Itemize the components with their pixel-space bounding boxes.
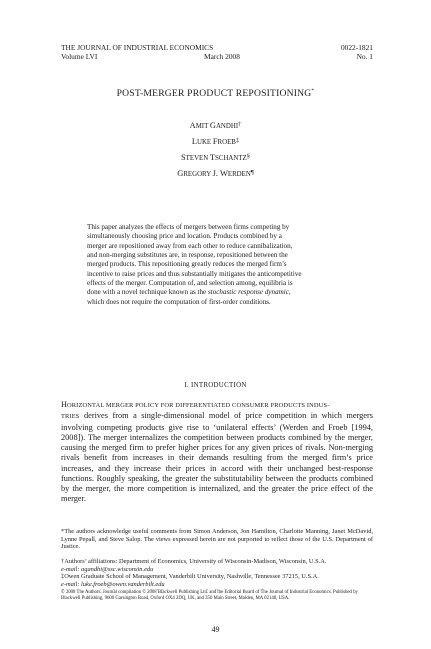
abstract-line: and non-merging substitutes are, in response, repositioned between the — [87, 251, 288, 260]
paper-title-text: POST-MERGER PRODUCT REPOSITIONING — [116, 88, 312, 100]
intro-lead-smallcaps: ORIZONTAL MERGER POLICY FOR DIFFERENTIATED CONSUMER PRODUCTS INDUS- — [67, 402, 330, 409]
copyright-notice: © 2008 The Authors. Journal compilation © 2008 Blackwell Publishing Ltd. and the Editorial Board of The Journal of Industrial Economics. Published by Blackwell Publishing, 9600 Garsington Road, Oxford OX4 2DQ, UK, and 350 Main Street, Malden, MA 02148, USA. — [61, 590, 358, 601]
journal-number: No. 1 — [356, 52, 373, 61]
intro-first-letter: H — [61, 400, 67, 409]
author-gandhi: AMIT GANDHI† — [189, 121, 242, 130]
journal-date: March 2008 — [204, 52, 240, 61]
abstract-line: effects of the merger. Computation of, and selection among, equilibria is — [87, 279, 293, 288]
abstract-line: incentive to raise prices and thus substantially mitigates the anticompetitive — [87, 269, 302, 278]
author-tschantz: STEVEN TSCHANTZ§ — [181, 153, 250, 162]
footnote-acknowledgment: *The authors acknowledge useful comments from Simon Anderson, Jon Hamilton, Charlotte Manning, Janet McDavid, Lynne Pepall, and Steve Salop. The views expressed herein are not purported to reflect those of the U.S. Department of Justice. — [61, 528, 373, 551]
page-number: 49 — [211, 625, 220, 634]
journal-issn: 0022-1821 — [340, 43, 373, 52]
abstract-emphasis: stochastic response dynamic — [207, 288, 289, 297]
abstract-line: done with a novel technique known as the stochastic response dynamic, — [87, 288, 291, 297]
intro-text: derives from a single-dimensional model of price competition in which mergers involving competing products give rise to ‘unilateral effects’ (Werden and Froeb [1994, 2008]). The merger internalizes the competition between products combined by the merger, causing the merged firm to prefer higher prices for any given prices of rivals. Non-merging rivals benefit from increases in their demands resulting from the merged firm’s price increases, and they increase their prices in accord with their unchanged best-response functions. Roughly speaking, the greater the substitutability between the products combined by the merger, the more competition is internalized, and the greater the price effect of the merger. — [61, 411, 373, 504]
footnote-affiliations: †Authors’ affiliations: Department of Economics, University of Wisconsin-Madison, Wisconsin, U.S.A. e-mail: agandhi@ssc.wisconsin.edu ‡Owen Graduate School of Management, Vanderbilt University, Nashville, Tennessee 37215, U.S.A. e-mail: luke.froeb@owen.vanderbilt.edu — [61, 558, 327, 589]
author-froeb: LUKE FROEB‡ — [191, 137, 240, 146]
abstract-line: merged products. This repositioning greatly reduces the merged firm’s — [87, 260, 287, 269]
introduction-paragraph: HORIZONTAL MERGER POLICY FOR DIFFERENTIATED CONSUMER PRODUCTS INDUS- TRIES derives from a single-dimensional model of price competition in which mergers involving competing products give rise to ‘unilateral effects’ (Werden and Froeb [1994, 2008]). The merger internalizes the competition between products combined by the merger, causing the merged firm to prefer higher prices for any given prices of rivals. Non-merging rivals benefit from increases in their demands resulting from the merged firm’s price increases, and they increase their prices in accord with their unchanged best-response functions. Roughly speaking, the greater the substitutability between the products combined by the merger, the more competition is internalized, and the greater the price effect of the merger. — [61, 400, 373, 504]
author-werden: GREGORY J. WERDEN¶ — [177, 169, 254, 178]
abstract-line: merger are repositioned away from each other to reduce cannibalization, — [87, 241, 293, 250]
abstract-line: simultaneously choosing price and location. Products combined by a — [87, 232, 282, 241]
title-footnote-mark: * — [311, 88, 315, 94]
journal-volume: Volume LVI — [61, 52, 98, 61]
journal-name: THE JOURNAL OF INDUSTRIAL ECONOMICS — [61, 43, 214, 52]
abstract-line: This paper analyzes the effects of mergers between firms competing by — [87, 223, 290, 231]
paper-title — [0, 88, 431, 99]
abstract-line: which does not require the computation of first-order conditions. — [87, 297, 271, 306]
section-heading: I. INTRODUCTION — [184, 382, 247, 389]
abstract — [87, 223, 346, 307]
